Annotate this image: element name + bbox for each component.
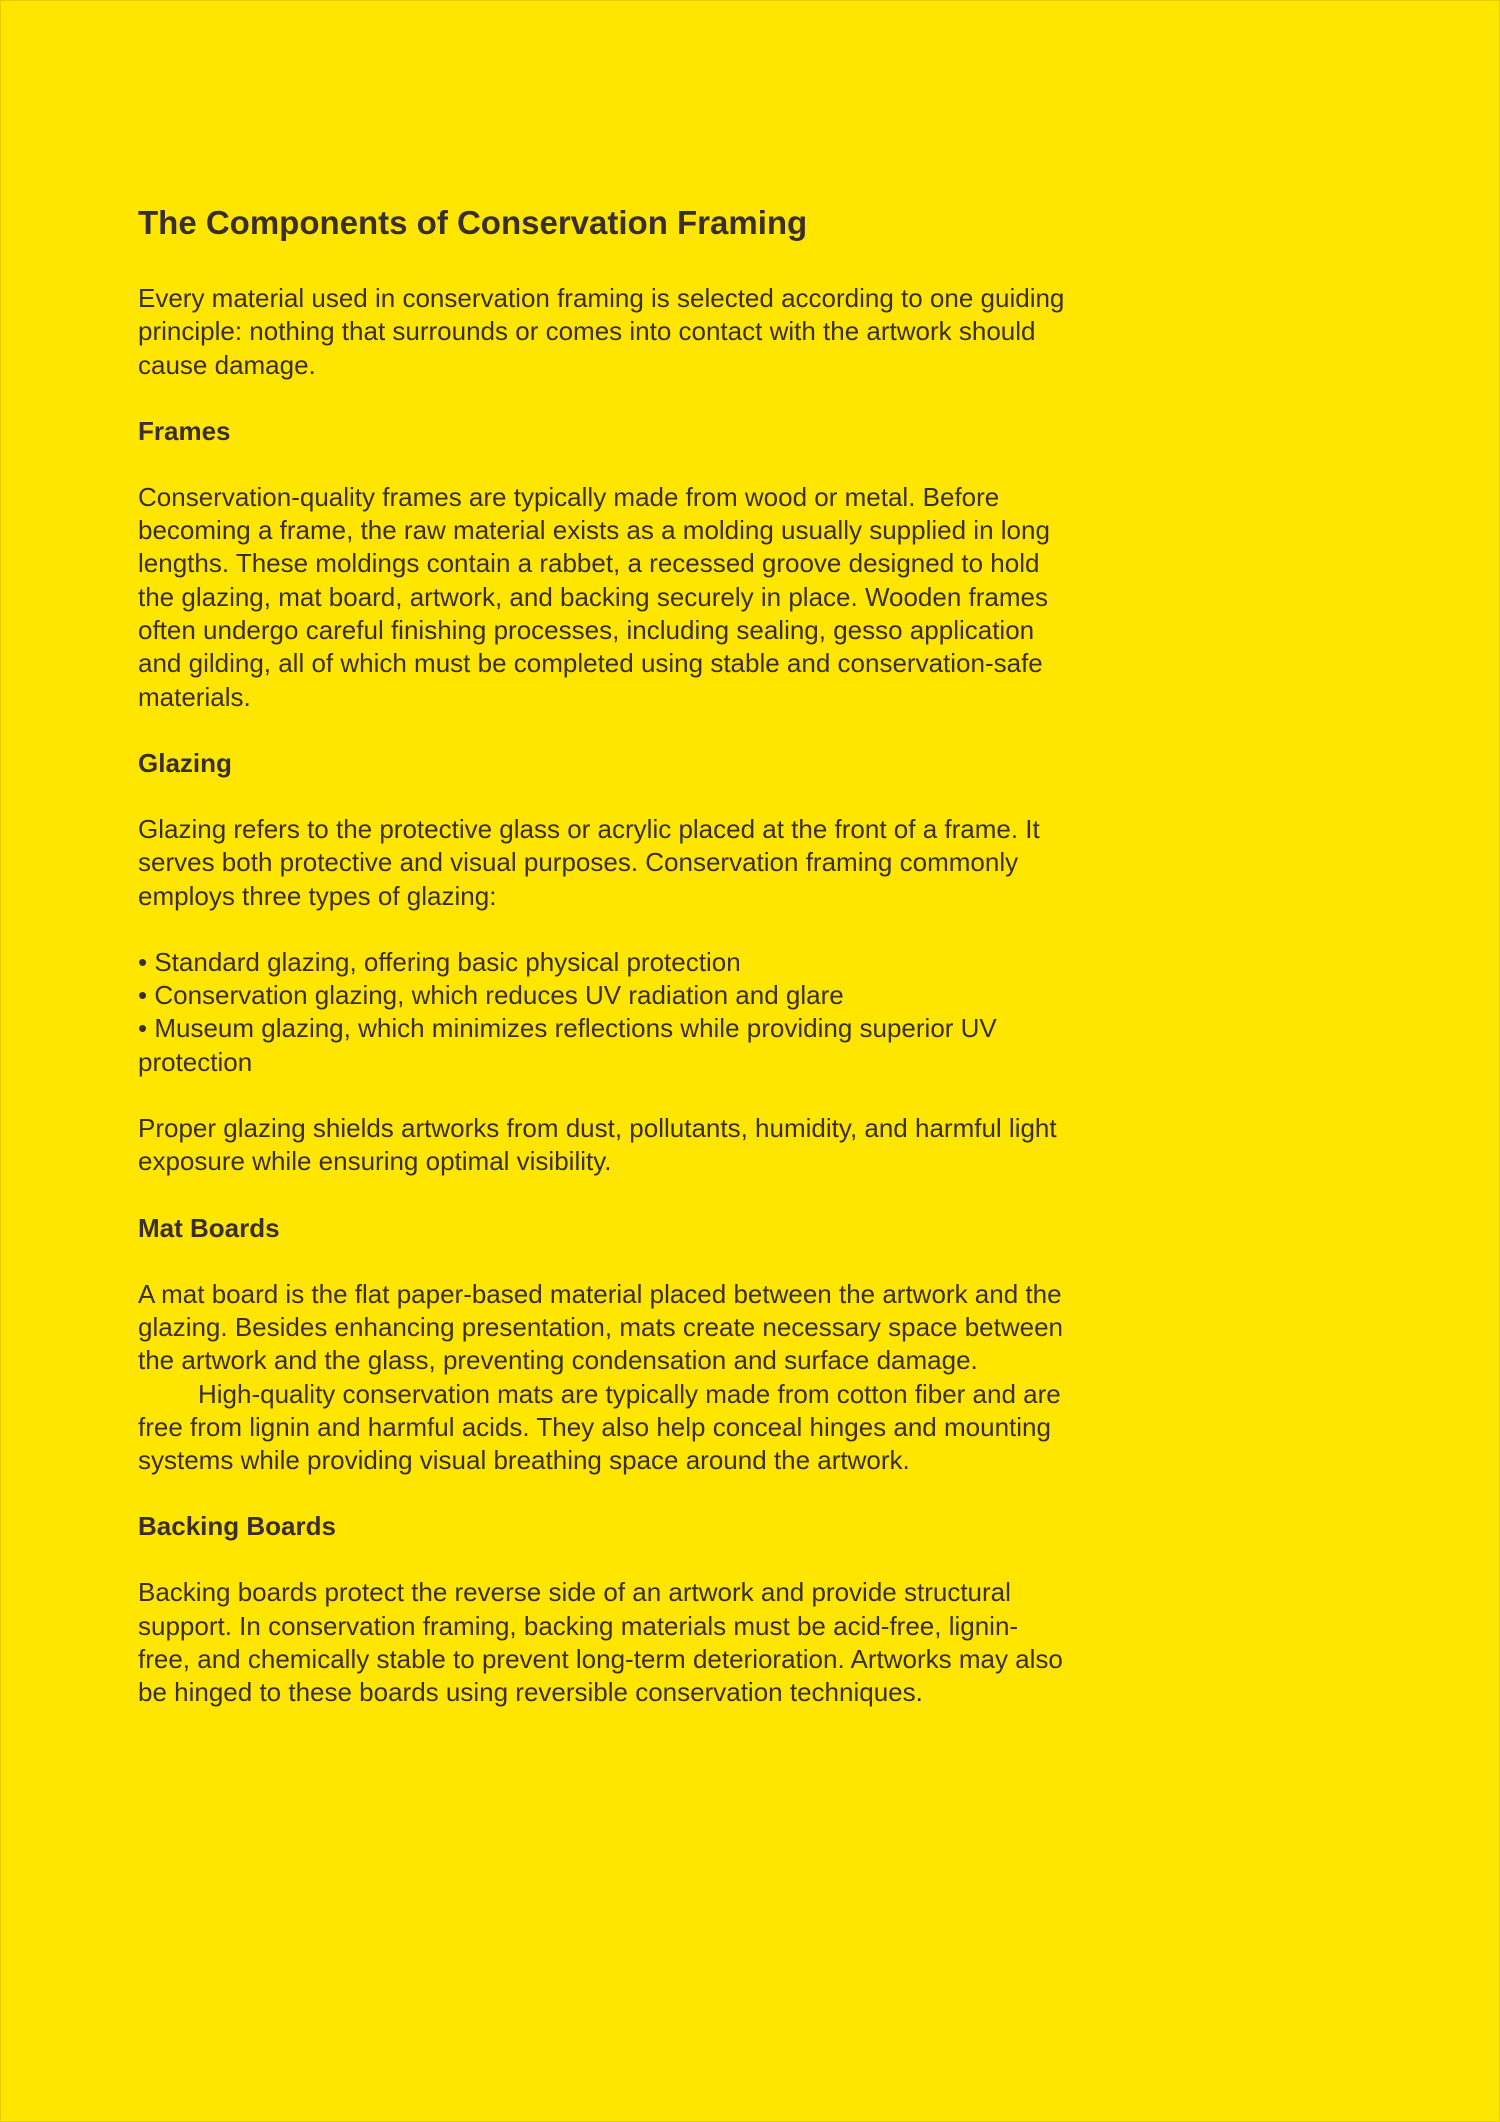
list-item: • Standard glazing, offering basic physical protection [138,946,1068,979]
document-title: The Components of Conservation Framing [138,204,808,241]
glazing-closing-paragraph: Proper glazing shields artworks from dust, pollutants, humidity, and harmful light exposure while ensuring optimal visibility. [138,1113,1057,1177]
backing-boards-heading: Backing Boards [138,1511,336,1542]
glazing-paragraph: Glazing refers to the protective glass or acrylic placed at the front of a frame. It serves both protective and visual purposes. Conservation framing commonly employs three types of glazing: [138,813,1040,911]
backing-boards-paragraph: Backing boards protect the reverse side of an artwork and provide structural support. In conservation framing, backing materials must be acid-free, lignin-free, and chemically stable to prevent long-term deterioration. Artworks may also be hinged to these boards using reversible conservation techniques. [138,1577,1063,1708]
mat-boards-paragraph-2: High-quality conservation mats are typically made from cotton fiber and are free from lignin and harmful acids. They also help conceal hinges and mounting systems while providing visual breathing space around the artwork. [138,1378,1061,1476]
frames-heading: Frames [138,415,231,446]
list-item: • Conservation glazing, which reduces UV radiation and glare [138,979,1068,1012]
mat-boards-paragraph: A mat board is the flat paper-based material placed between the artwork and the glazing. Besides enhancing presentation, mats create necessary space between the artwork and the glass, preventing condensation and surface damage. [138,1278,1064,1376]
list-item: • Museum glazing, which minimizes reflections while providing superior UV protection [138,1012,1068,1079]
glazing-heading: Glazing [138,747,232,778]
document-body [138,198,1068,1743]
intro-paragraph: Every material used in conservation framing is selected according to one guiding principle: nothing that surrounds or comes into contact with the artwork should cause damage. [138,283,1065,380]
frames-paragraph: Conservation-quality frames are typically made from wood or metal. Before becoming a frame, the raw material exists as a molding usually supplied in long lengths. These moldings contain a rabbet, a recessed groove designed to hold the glazing, mat board, artwork, and backing securely in place. Wooden frames often undergo careful finishing processes, including sealing, gesso application and gilding, all of which must be completed using stable and conservation-safe materials. [138,481,1050,712]
glazing-types-list [138,946,1068,1079]
mat-boards-heading: Mat Boards [138,1212,280,1243]
